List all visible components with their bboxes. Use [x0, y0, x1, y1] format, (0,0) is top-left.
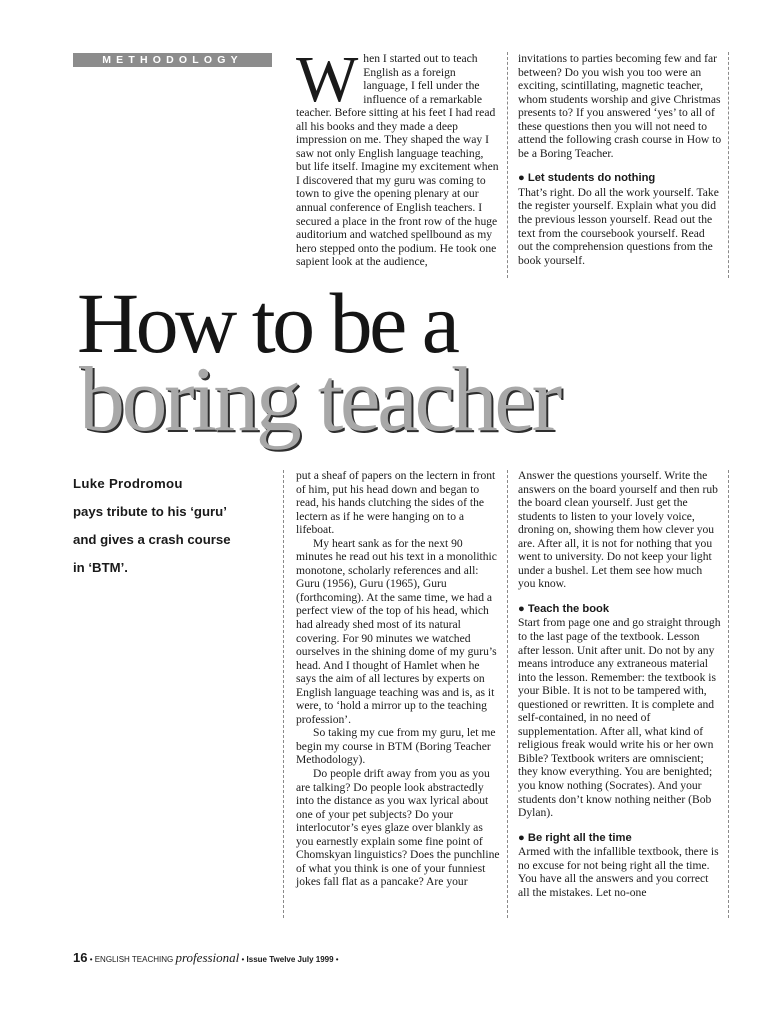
footer-separator: • ENGLISH TEACHING	[87, 955, 176, 964]
paragraph: That’s right. Do all the work yourself. Take the register yourself. Explain what you did the previous lesson yourself. Read out the text from the coursebook yourself. Read out the comprehension questions from the book yourself.	[518, 185, 719, 267]
page-footer	[73, 950, 339, 966]
subheading-teach-the-book: ● Teach the book	[518, 602, 610, 615]
drop-cap: W	[296, 43, 359, 116]
article-title-line-1: How to be a	[77, 275, 457, 371]
issue-info: Issue Twelve July 1999	[246, 955, 334, 964]
column-divider-right-top	[728, 52, 729, 278]
footer-separator: •	[333, 955, 339, 964]
author-name: Luke Prodromou	[73, 476, 183, 491]
paragraph: put a sheaf of papers on the lectern in front of him, put his head down and began to read, his hands clutching the sides of the lectern as if he were hanging on to a lifeboat.	[296, 469, 496, 537]
opening-paragraph	[296, 43, 500, 269]
column-divider-bottom	[507, 470, 508, 918]
standfirst-line: in ‘BTM’.	[73, 560, 128, 575]
paragraph: My heart sank as for the next 90 minutes he read out his text in a monolithic monotone, scholarly references and all: Guru (1956), Guru (1965), Guru (forthcoming). At the same time, we had a perfect view of the top of his head, which had already shed most of its natural covering. For 90 minutes we watched ourselves in the shining dome of my guru’s head. And I thought of Hamlet when he says the aim of all lectures by experts on English language teaching was and is, as it were, to ‘hold a mirror up to the teaching profession’.	[296, 536, 497, 726]
column-2-bottom	[518, 469, 722, 899]
standfirst-line: and gives a crash course	[73, 532, 231, 547]
paragraph: So taking my cue from my guru, let me begin my course in BTM (Boring Teacher Methodology).	[296, 726, 496, 767]
paragraph: Do people drift away from you as you are talking? Do people look abstractedly into the distance as you wax lyrical about one of your pet subjects? Do your interlocutor’s eyes glaze over blankly as you earnestly explain some fine point of Chomskyan linguistics? Does the punchline of what you think is one of your funniest jokes fall flat as a pancake? Are your	[296, 767, 500, 889]
paragraph: Start from page one and go straight through to the last page of the textbook. Lesson after lesson. Unit after unit. Do not by any means introduce any extraneous material into the lesson. Remember: the textbook is your Bible. It is not to be tampered with, questioned or rewritten. It is complete and self-contained, in no need of supplementation. After all, what kind of religious freak would write his or her own Bible? Textbook writers are omniscient; they know everything. You are benighted; you know nothing (Socrates). And your students don’t know nothing neither (Bob Dylan).	[518, 616, 721, 820]
column-1-bottom	[296, 469, 500, 889]
column-1-top	[296, 43, 500, 269]
subheading-be-right-all-the-time: ● Be right all the time	[518, 831, 632, 844]
paragraph: Answer the questions yourself. Write the answers on the board yourself and then rub the board clean yourself. Just get the students to listen to your lovely voice, droning on, showing them how clever you are. After all, it is not for nothing that you went to university. Do not keep your light under a bushel. Let them see how much you know.	[518, 469, 718, 591]
standfirst-line: pays tribute to his ‘guru’	[73, 504, 227, 519]
subheading-let-students-do-nothing: ● Let students do nothing	[518, 172, 656, 185]
column-divider-top	[507, 52, 508, 278]
byline	[73, 470, 263, 582]
page-number: 16	[73, 950, 88, 965]
column-2-top	[518, 52, 722, 267]
column-divider-left-bottom	[283, 470, 284, 918]
paragraph: invitations to parties becoming few and far between? Do you wish you too were an exciting, scintillating, magnetic teacher, whom students worship and give Christmas presents to? If you answered ‘yes’ to all of these questions then you will not need to attend the following crash course in How to be a Boring Teacher.	[518, 52, 722, 160]
paragraph: Armed with the infallible textbook, there is no excuse for not being right all the time. You have all the answers and you correct all the mistakes. Let no-one	[518, 845, 719, 899]
column-divider-right-bottom	[728, 470, 729, 918]
magazine-name-italic: professional	[175, 950, 240, 965]
section-label: METHODOLOGY	[73, 53, 272, 67]
opening-text: hen I started out to teach English as a foreign language, I fell under the influence of a remarkable teacher. Before sitting at his feet I had read all his books and they made a deep impression on me. They shaped the way I saw not only English language teaching, but life itself. Imagine my excitement when I discovered that my guru was coming to town to give the opening plenary at our annual conference of English teachers. I secured a place in the front row of the huge auditorium and watched spellbound as my hero stepped onto the podium. He took one sapient look at the audience,	[296, 52, 499, 269]
article-title-line-2: boring teacher	[79, 348, 559, 450]
footer-separator: •	[239, 955, 247, 964]
